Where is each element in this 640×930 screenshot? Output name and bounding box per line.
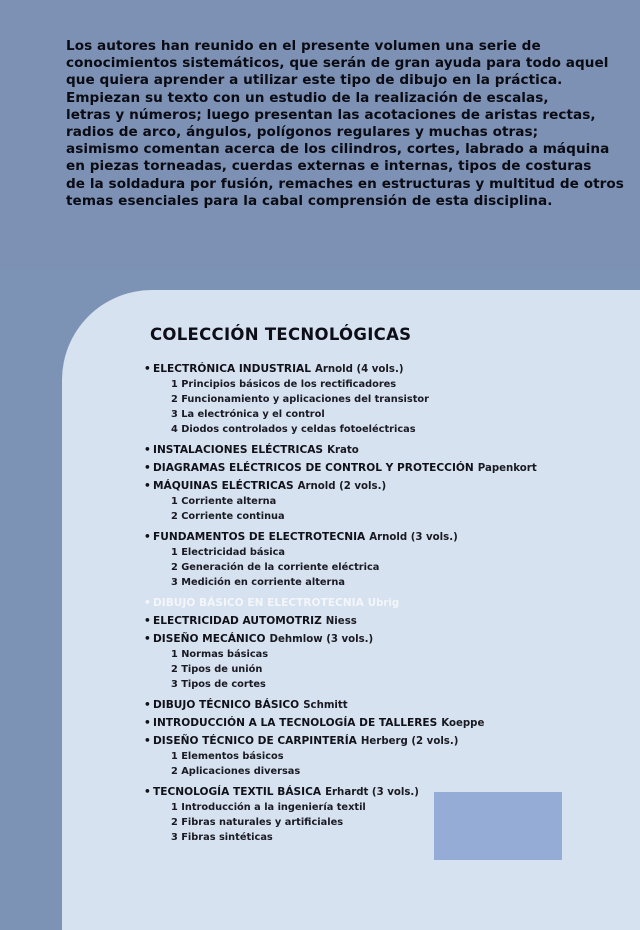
bullet-icon: • (144, 363, 151, 375)
entry-volume: 1 Normas básicas (171, 649, 269, 660)
bullet-icon: • (144, 699, 151, 711)
collection-list (144, 362, 604, 851)
entry-author: Arnold (2 vols.) (297, 481, 387, 492)
collection-entry (144, 632, 604, 698)
collection-entry (144, 596, 604, 614)
entry-title-line (144, 632, 604, 647)
blurb-line: de la soldadura por fusión, remaches en estructuras y multitud de otros (66, 175, 624, 192)
entry-volume: 3 Medición en corriente alterna (171, 577, 345, 588)
entry-title-line (144, 443, 604, 458)
entry-volume: 2 Generación de la corriente eléctrica (171, 562, 380, 573)
blurb-line: temas esenciales para la cabal comprensión de esta disciplina. (66, 192, 553, 209)
blurb-line: asimismo comentan acerca de los cilindros, cortes, labrado a máquina (66, 141, 610, 158)
blurb-line: Empiezan su texto con un estudio de la realización de escalas, (66, 89, 549, 106)
bullet-icon: • (144, 735, 151, 747)
entry-volume: 2 Tipos de unión (171, 664, 263, 675)
collection-entry (144, 443, 604, 461)
entry-volume: 2 Aplicaciones diversas (171, 766, 301, 777)
collection-title: COLECCIÓN TECNOLÓGICAS (150, 325, 412, 344)
entry-volume: 3 Fibras sintéticas (171, 832, 273, 843)
bullet-icon: • (144, 531, 151, 543)
bullet-icon: • (144, 462, 151, 474)
entry-volume: 1 Electricidad básica (171, 547, 286, 558)
blurb-line: letras y números; luego presentan las acotaciones de aristas rectas, (66, 106, 596, 123)
entry-title-line (144, 479, 604, 494)
entry-volume: 1 Introducción a la ingeniería textil (171, 802, 366, 813)
decorative-blue-tab (434, 792, 562, 860)
collection-entry (144, 530, 604, 596)
bullet-icon: • (144, 444, 151, 456)
blurb-line: radios de arco, ángulos, polígonos regulares y muchas otras; (66, 124, 539, 141)
entry-volume: 3 La electrónica y el control (171, 409, 325, 420)
blurb-line: que quiera aprender a utilizar este tipo de dibujo en la práctica. (66, 72, 563, 89)
entry-title-line (144, 716, 604, 731)
entry-title-line (144, 461, 604, 476)
entry-title: DIAGRAMAS ELÉCTRICOS DE CONTROL Y PROTECCIÓN (153, 462, 474, 474)
entry-author: Schmitt (303, 700, 348, 711)
back-cover-blurb (66, 38, 624, 210)
entry-volume: 1 Principios básicos de los rectificadores (171, 379, 397, 390)
entry-author: Herberg (2 vols.) (360, 736, 459, 747)
entry-title: MÁQUINAS ELÉCTRICAS (153, 480, 294, 492)
collection-entry (144, 614, 604, 632)
entry-title-line (144, 614, 604, 629)
entry-title-line (144, 596, 604, 611)
bullet-icon: • (144, 480, 151, 492)
blurb-line: Los autores han reunido en el presente volumen una serie de (66, 38, 541, 54)
entry-title: DISEÑO TÉCNICO DE CARPINTERÍA (153, 735, 357, 747)
entry-author: Ubrig (367, 598, 400, 609)
entry-author: Papenkort (477, 463, 537, 474)
entry-volume: 4 Diodos controlados y celdas fotoeléctricas (171, 424, 416, 435)
entry-title-line (144, 530, 604, 545)
collection-entry (144, 362, 604, 443)
entry-title: DIBUJO TÉCNICO BÁSICO (153, 699, 300, 711)
entry-author: Koeppe (441, 718, 485, 729)
entry-author: Krato (327, 445, 359, 456)
collection-entry (144, 716, 604, 734)
entry-author: Arnold (3 vols.) (369, 532, 458, 543)
entry-title: INSTALACIONES ELÉCTRICAS (153, 444, 324, 456)
entry-author: Arnold (4 vols.) (314, 364, 404, 375)
bullet-icon: • (144, 633, 151, 645)
blurb-line: en piezas torneadas, cuerdas externas e internas, tipos de costuras (66, 158, 592, 175)
entry-volume: 1 Elementos básicos (171, 751, 284, 762)
entry-title: TECNOLOGÍA TEXTIL BÁSICA (153, 786, 322, 798)
entry-title: INTRODUCCIÓN A LA TECNOLOGÍA DE TALLERES (153, 717, 438, 729)
collection-entry (144, 734, 604, 785)
collection-entry (144, 479, 604, 530)
entry-volume: 1 Corriente alterna (171, 496, 277, 507)
bullet-icon: • (144, 615, 151, 627)
blurb-line: conocimientos sistemáticos, que serán de gran ayuda para todo aquel (66, 55, 609, 72)
bullet-icon: • (144, 597, 151, 609)
entry-author: Dehmlow (3 vols.) (269, 634, 374, 645)
entry-title: DISEÑO MECÁNICO (153, 633, 266, 645)
entry-author: Erhardt (3 vols.) (325, 787, 419, 798)
entry-title: ELECTRICIDAD AUTOMOTRIZ (153, 615, 322, 627)
entry-volume: 3 Tipos de cortes (171, 679, 266, 690)
entry-title-line (144, 698, 604, 713)
entry-title: FUNDAMENTOS DE ELECTROTECNIA (153, 531, 366, 543)
entry-volume: 2 Fibras naturales y artificiales (171, 817, 344, 828)
bullet-icon: • (144, 786, 151, 798)
entry-title: DIBUJO BÁSICO EN ELECTROTECNIA (153, 597, 364, 609)
entry-author: Niess (325, 616, 357, 627)
entry-title-line (144, 362, 604, 377)
entry-title: ELECTRÓNICA INDUSTRIAL (153, 363, 311, 375)
entry-title-line (144, 734, 604, 749)
collection-entry (144, 698, 604, 716)
entry-volume: 2 Funcionamiento y aplicaciones del transistor (171, 394, 429, 405)
bullet-icon: • (144, 717, 151, 729)
entry-volume: 2 Corriente continua (171, 511, 285, 522)
collection-entry (144, 461, 604, 479)
